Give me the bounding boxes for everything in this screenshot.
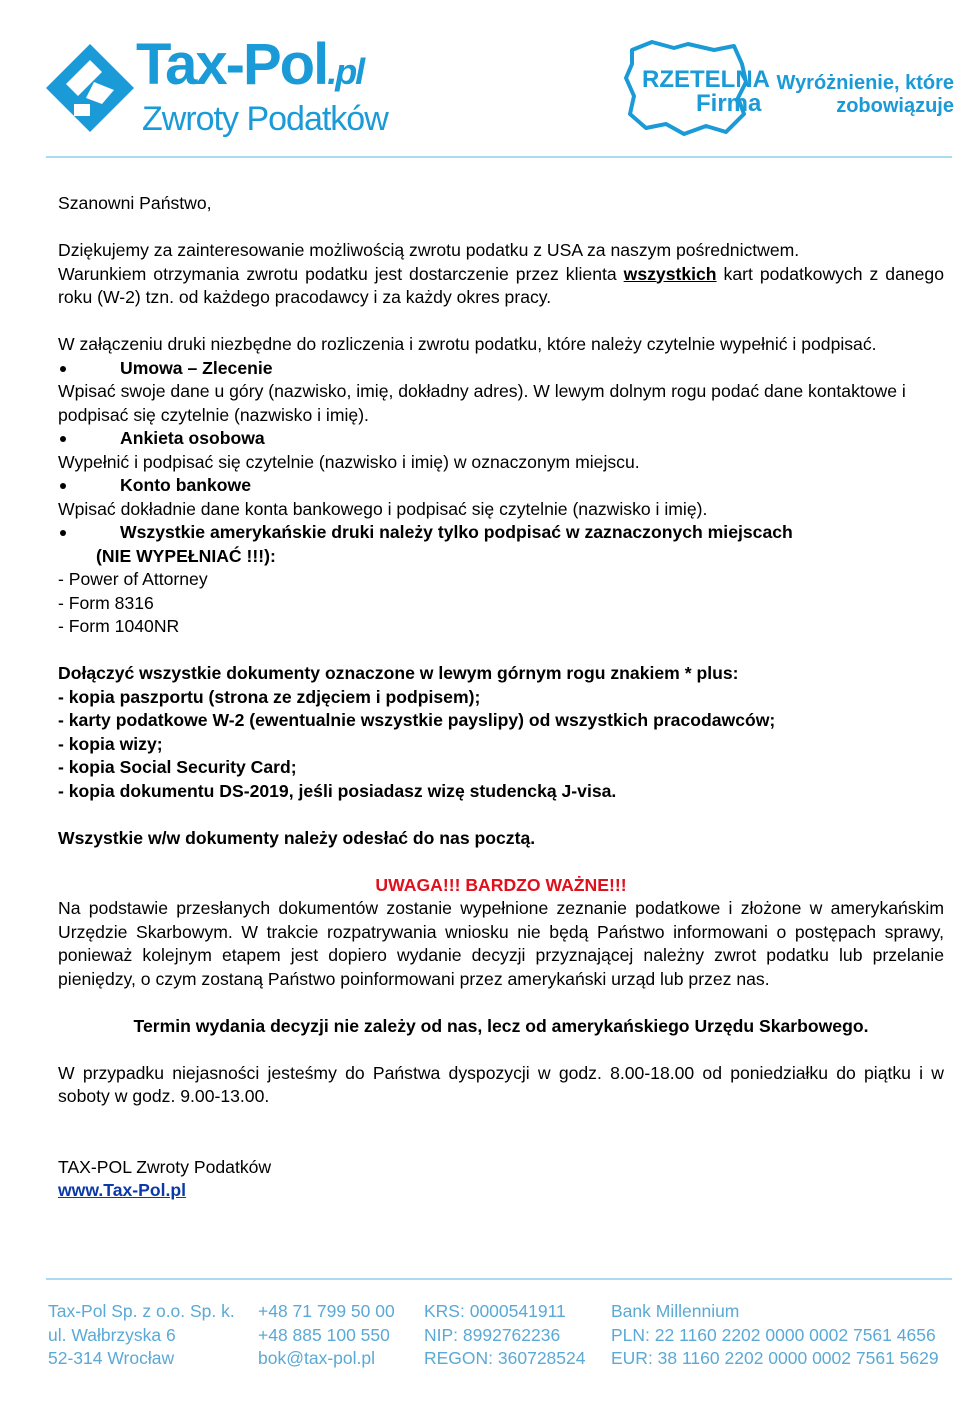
attach-item: - kopia Social Security Card; [58,757,297,777]
badge-line1: RZETELNA [642,66,770,93]
intro-line1: Dziękujemy za zainteresowanie możliwością zwrotu podatku z USA za naszym pośrednictwem. [58,240,800,260]
term-note: Termin wydania decyzji nie zależy od nas, lecz od amerykańskiego Urzędu Skarbowego. [133,1015,869,1036]
contact-note: W przypadku niejasności jesteśmy do Państwa dyspozycji w godz. 8.00-18.00 od poniedziałku do piątku i w soboty w godz. 9.00-13.00. [58,1062,944,1106]
warning-title: UWAGA!!! BARDZO WAŻNE!!! [375,874,627,895]
bullet-umowa-title: Umowa – Zlecenie [58,357,944,381]
send-note: Wszystkie w/w dokumenty należy odesłać do nas pocztą. [58,827,536,848]
badge-tagline: Wyróżnienie, które zobowiązuje [776,72,954,117]
letter-body [58,192,944,1203]
bullet-konto-desc: Wpisać dokładnie dane konta bankowego i podpisać się czytelnie (nazwisko i imię). [58,498,708,519]
taxpol-logo [44,32,394,138]
footer-phone2[interactable]: +48 885 100 550 [258,1324,390,1345]
emphasis-all: wszystkich [623,263,717,284]
website-link[interactable]: www.Tax-Pol.pl [58,1180,187,1200]
footer-phone1[interactable]: +48 71 799 50 00 [258,1301,395,1321]
greeting: Szanowni Państwo, [58,193,212,213]
warning-text: Na podstawie przesłanych dokumentów zostanie wypełnione zeznanie podatkowe i złożone w amerykańskim Urzędzie Skarbowym. W trakcie rozpatrywania wniosku nie będą Państwo informowani o postępach sprawy, ponieważ kolejnym etapem jest dopiero wydanie decyzji przyznającej należny zwrot podatku lub przelanie pieniędzy, o czym zostaną Państwo poinformowani przez amerykański urząd lub przez nas. [58,898,944,989]
bullet-konto-title: Konto bankowe [58,474,944,498]
bullet-ankieta-desc: Wypełnić i podpisać się czytelnie (nazwisko i imię) w oznaczonym miejscu. [58,451,640,472]
us-form-item: - Form 1040NR [58,616,180,636]
badge-line2: Firma [696,90,762,117]
attachments-intro: W załączeniu druki niezbędne do rozliczenia i zwrotu podatku, które należy czytelnie wypełnić i podpisać. [58,334,877,354]
footer-divider [46,1278,952,1280]
attach-heading: Dołączyć wszystkie dokumenty oznaczone w lewym górnym rogu znakiem * plus: [58,663,739,683]
rzetelna-firma-badge [622,38,958,138]
us-form-item: - Form 8316 [58,592,154,613]
brand-subtitle: Zwroty Podatków [142,100,388,138]
header-divider [46,156,952,158]
footer-registry: KRS: 0000541911 NIP: 8992762236 REGON: 360728524 [424,1301,586,1368]
attach-item: - karty podatkowe W-2 (ewentualnie wszystkie payslipy) od wszystkich pracodawców; [58,710,776,730]
taxpol-logo-mark-icon [44,42,136,134]
attach-item: - kopia dokumentu DS-2019, jeśli posiadasz wizę studencką J-visa. [58,780,617,801]
attach-item: - kopia wizy; [58,733,163,754]
brand-name: Tax-Pol.pl [136,32,364,97]
footer-email[interactable]: bok@tax-pol.pl [258,1348,375,1368]
bullet-ankieta-title: Ankieta osobowa [58,427,944,451]
bullet-umowa-desc: Wpisać swoje dane u góry (nazwisko, imię, dokładny adres). W lewym dolnym rogu podać dane kontaktowe i podpisać się czytelnie (nazwisko i imię). [58,381,906,425]
intro-paragraph: Warunkiem otrzymania zwrotu podatku jest dostarczenie przez klienta wszystkich kart podatkowych z danego roku (W-2) tzn. od każdego pracodawcy i za każdy okres pracy. [58,263,944,307]
footer-bank: Bank Millennium PLN: 22 1160 2202 0000 0002 7561 4656 EUR: 38 1160 2202 0000 0002 7561 5629 [611,1301,939,1368]
signature: TAX-POL Zwroty Podatków [58,1156,272,1177]
footer-contact [258,1300,395,1371]
bullet-us-forms-note: (NIE WYPEŁNIAĆ !!!): [96,545,276,566]
footer-company: Tax-Pol Sp. z o.o. Sp. k. ul. Wałbrzyska 6 52-314 Wrocław [48,1301,235,1368]
bullet-us-forms-title: Wszystkie amerykańskie druki należy tylko podpisać w zaznaczonych miejscach [58,521,944,545]
footer [48,1300,960,1380]
attach-item: - kopia paszportu (strona ze zdjęciem i podpisem); [58,686,481,707]
us-form-item: - Power of Attorney [58,569,208,589]
